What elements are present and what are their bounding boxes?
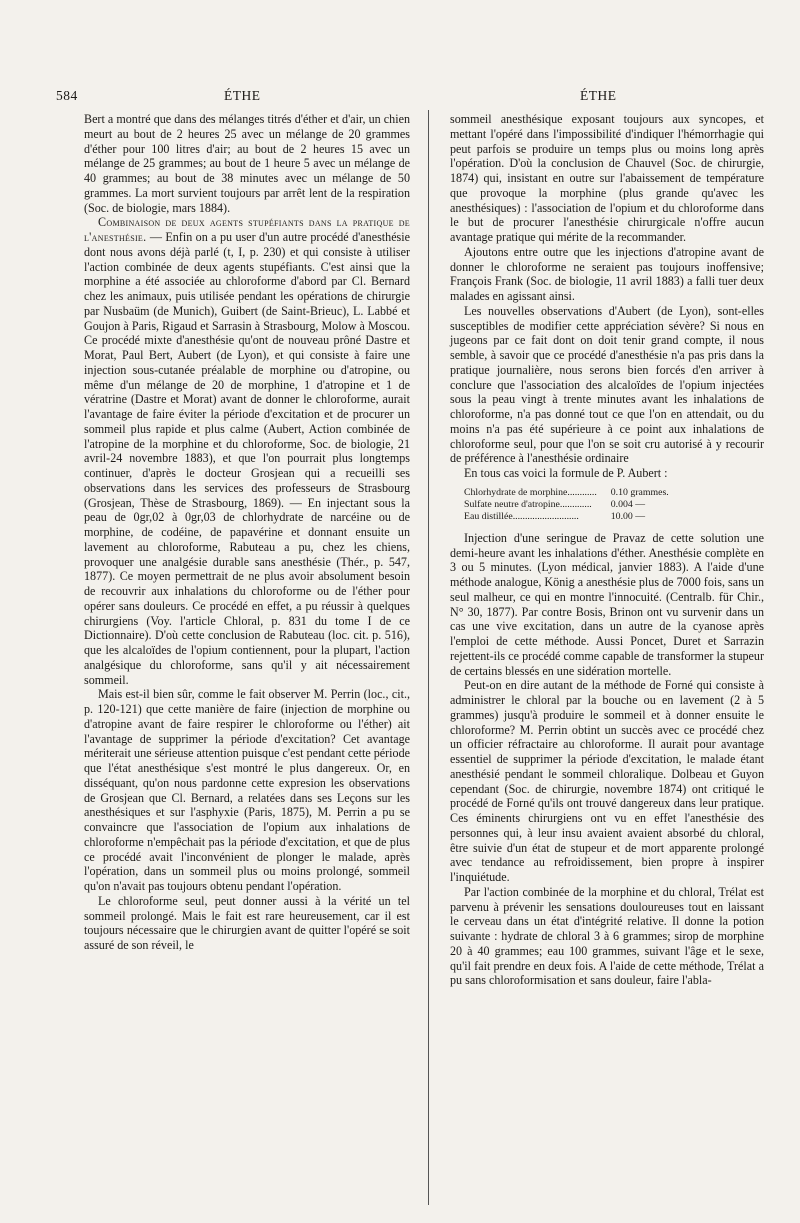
formula-row [464,511,675,523]
section-heading: Combinaison de deux agents stupéfiants dans la pratique de l'anesthésie. [84,215,410,244]
section-text: — Enfin on a pu user d'un autre procédé d'anesthésie dont nous avons déjà parlé (t, I, p. 230) et qui consiste à utiliser l'action combinée de deux agents stupéfiants. C'est ainsi que la morphine a été associée au chloroforme d'abord par Cl. Bernard chez les animaux, puis utilisée pendant les opérations de chirurgie par Nusbaüm (de Munich), Guibert (de Saint-Brieuc), L. Labbé et Goujon à Paris, Rigaud et Sarrasin à Strasbourg, Molow à Moscou. Ce procédé mixte d'anesthésie qu'ont de nouveau prôné Dastre et Morat, Paul Bert, Aubert (de Lyon), et qui consiste à faire une injection sous-cutanée préalable de morphine ou d'atropine, ou même d'un mélange de 20 de morphine, 1 d'atropine et 1 de vératrine (Dastre et Morat) avant de donner le chloroforme, aurait l'avantage de faire éviter la période d'excitation et de procurer un sommeil plus rapide et plus calme (Aubert, Action combinée de l'atropine de la morphine et du chloroforme, Soc. de biologie, 21 avril-24 novembre 1883), et que l'on pourrait plus longtemps continuer, d'après le docteur Grosjean qui a recueilli ses observations dans les services des professeurs de Strasbourg (Grosjean, Thèse de Strasbourg, 1869). — En injectant sous la peau de 0gr,02 à 0gr,03 de chlorhydrate de narcéine ou de morphine, de codéine, de papavérine et donnant ensuite un lavement au chloroforme, Rabuteau a pu, chez les chiens, provoquer une analgésie durable sans anesthésie (Thér., p. 547, 1877). Ce moyen permettrait de ne plus avoir absolument besoin de recouvrir aux inhalations du chloroforme ou de l'éther pour opérer sans douleurs. Ce procédé en effet, a pu réussir à quelques chirurgiens (Voy. l'article Chloral, p. 831 du tome I de ce Dictionnaire). D'où cette conclusion de Rabuteau (loc. cit. p. 516), que les alcaloïdes de l'opium contiennent, pour la plupart, l'action analgésique du chloroforme, sans qu'il y ait nécessairement sommeil. [84,230,410,687]
column-divider [428,110,429,1205]
paragraph: Les nouvelles observations d'Aubert (de Lyon), sont-elles susceptibles de modifier cette appréciation sévère? Si nous en jugeons par ce fait dont on doit tenir grand compte, il nous semble, à savoir que ce procédé d'anesthésie n'a pas pris dans la pratique journalière, nous serons bien forcés d'en arriver à conclure que l'association des alcaloïdes de l'opium injectées sous la peau vingt à trente minutes avant les inhalations de chloroforme, n'a pas donné tout ce que l'on en attendait, ou du moins n'a pas été supérieure à ce point aux inhalations de chloroforme seul, pour que l'on se soit cru autorisé à y recourir de préférence à l'anesthésie ordinaire [450,303,764,466]
paragraph: Bert a montré que dans des mélanges titrés d'éther et d'air, un chien meurt au bout de 2 heures 25 avec un mélange de 20 grammes d'éther pour 100 litres d'air; au bout de 2 heures 15 avec un mélange de 25 grammes; au bout de 1 heure 5 avec un mélange de 40 grammes; au bout de 38 minutes avec un mélange de 50 grammes. La mort survient toujours par arrêt lent de la respiration (Soc. de biologie, mars 1884). [84,112,410,215]
paragraph: Par l'action combinée de la morphine et du chloral, Trélat est parvenu à prévenir les sensations douloureuses tout en laissant le cerveau dans un état d'intégrité relative. Il donne la potion suivante : hydrate de chloral 3 à 6 grammes; sirop de morphine 20 à 40 grammes; eau 100 grammes, suivant l'âge et le sexe, qu'il fait prendre en deux fois. A l'aide de cette méthode, Trélat a pu sans chloroformisation et sans douleur, faire l'abla- [450,884,764,988]
right-column [450,112,764,988]
formula-quantity: 0.10 grammes. [610,486,669,498]
paragraph: Mais est-il bien sûr, comme le fait observer M. Perrin (loc., cit., p. 120-121) que cette manière de faire (injection de morphine ou d'atropine avant de faire respirer le chloroforme ou l'éther) ait l'avantage de supprimer la période d'excitation? Cet avantage mériterait une sérieuse attention puisque c'est pendant cette période que l'état anesthésique s'est montré le plus dangereux. Or, en disséquant, qu'on nous pardonne cette expresion les observations de Grosjean que Cl. Bernard, a relatées dans ses Leçons sur les anesthésiques et sur l'asphyxie (Paris, 1875), M. Perrin a pu se convaincre que l'association de l'opium aux inhalations de chloroforme n'empêchait pas la période d'excitation, et que de plus ce procédé avait l'inconvénient de plonger le malade, après l'opération, dans un sommeil plus ou moins prolongé, sommeil qu'on n'avait pas toujours obtenu pendant l'opération. [84,687,410,893]
formula-row [464,499,675,511]
paragraph: En tous cas voici la formule de P. Aubert : [464,466,668,480]
formula-quantity: 0.004 — [610,498,646,510]
section-paragraph [84,215,410,687]
formula-ingredient: Sulfate neutre d'atropine............. [464,498,592,510]
paragraph: Injection d'une seringue de Pravaz de cette solution une demi-heure avant les inhalations d'éther. Anesthésie complète en 3 ou 5 minutes. (Lyon médical, janvier 1883). A l'aide d'une méthode analogue, König a anesthésie plus de 7000 fois, sans un seul malheur, ce qui en montre l'innocuité. (Centralb. für Chir., N° 30, 1877). Par contre Bosis, Brinon ont vu survenir dans un cas une vive excitation, dans un autre de la cyanose après l'emploi de cette méthode. Aussi Poncet, Duret et Sarrazin rejettent-ils ce procédé comme capable de transformer la stupeur de certains blessés en une sidération mortelle. [450,530,764,678]
paragraph: Le chloroforme seul, peut donner aussi à la vérité un tel sommeil prolongé. Mais le fait est rare heureusement, car il est toujours nécessaire que le chirurgien avant de quitter l'opéré se soit assuré de son réveil, le [84,893,410,952]
left-column [84,112,410,953]
formula-table [464,487,675,523]
paragraph: sommeil anesthésique exposant toujours aux syncopes, et mettant l'opéré dans l'impossibilité d'indiquer l'hémorrhagie qui peut parfois se produire un temps plus ou moins long après l'opération. D'où la conclusion de Chauvel (Soc. de chirurgie, 1874) qui, insistant en outre sur l'abaissement de température que provoque la morphine (plus grande qu'avec les anesthésiques) : l'association de l'opium et du chloroforme dans le but de procurer l'anesthésie chirurgicale n'offre aucun avantage pratique qui mérite de la recommander. [450,112,764,244]
left-running-head: ÉTHE [224,88,261,103]
right-running-head: ÉTHE [580,88,617,103]
paragraph: Peut-on en dire autant de la méthode de Forné qui consiste à administrer le chloral par la bouche ou en lavement (2 à 5 grammes) jusqu'à produire le sommeil et à donner ensuite le chloroforme? M. Perrin obtint un succès avec ce procédé chez un officier réfractaire au chloroforme. Il aurait pour avantage essentiel de supprimer la période d'excitation, le malade étant anesthésié pendant le sommeil chloralique. Dolbeau et Guyon cependant (Soc. de chirurgie, novembre 1874) ont critiqué le procédé de Forné qu'ils ont trouvé dangereux dans leur pratique. Ces éminents chirurgiens ont vu en effet l'anesthésie des personnes qui, à leur insu avaient avaient absorbé du chloral, être suivie d'un état de stupeur et de mort apparente prolongé avec tendance au refroidissement, bien propre à inspirer l'inquiétude. [450,678,764,884]
formula-quantity: 10.00 — [610,510,646,522]
formula-ingredient: Chlorhydrate de morphine............ [464,486,597,498]
formula-ingredient: Eau distillée........................... [464,510,579,522]
formula-row [464,487,675,499]
paragraph: Ajoutons entre outre que les injections d'atropine avant de donner le chloroforme ne seraient pas toujours inoffensive; François Frank (Soc. de biologie, 11 avril 1883) a falli tuer deux malades en agissant ainsi. [450,244,764,303]
page-number: 584 [56,88,78,103]
